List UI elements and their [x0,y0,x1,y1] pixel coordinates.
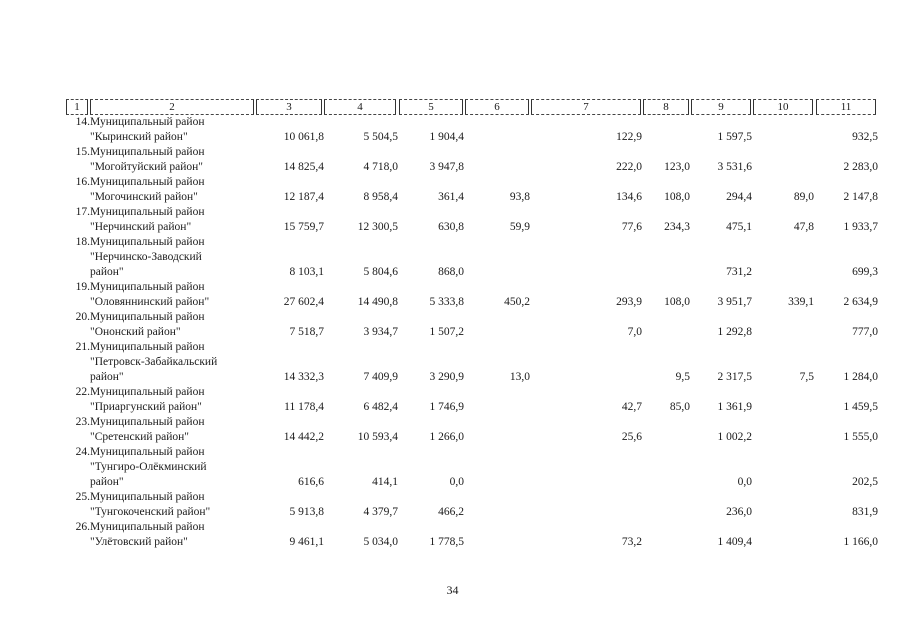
value-cell-c10: 7,5 [799,371,814,383]
value-cell-c9: 731,2 [726,266,752,278]
value-cell-c10 [752,115,814,145]
row-number: 21. [75,341,90,353]
header-col-5: 5 [399,99,463,115]
district-name [90,145,256,175]
value-cell-c4: 12 300,5 [357,221,398,233]
value-cell-c5: 868,0 [438,266,464,278]
table-row [66,490,878,520]
district-name [90,205,256,235]
district-name [90,520,256,550]
district-name-line: "Петровск-Забайкальский [90,356,218,368]
district-name-line: район" [90,371,124,383]
value-cell-c8 [642,490,690,520]
value-cell-c5: 0,0 [449,476,464,488]
value-cell-c7: 122,9 [616,131,642,143]
value-cell-c9: 2 317,5 [717,371,752,383]
value-cell-c4: 5 034,0 [363,536,398,548]
value-cell-c10: 339,1 [788,296,814,308]
district-name-line: Муниципальный район [90,311,205,323]
value-cell-c9: 0,0 [737,476,752,488]
district-name-line: Муниципальный район [90,176,205,188]
value-cell-c10 [752,490,814,520]
value-cell-c5: 361,4 [438,191,464,203]
district-name-line: Муниципальный район [90,521,205,533]
value-cell-c3: 12 187,4 [283,191,324,203]
value-cell-c5: 1 507,2 [429,326,464,338]
table-row [66,145,878,175]
district-name-line: "Тунгиро-Олёкминский [90,461,207,473]
value-cell-c9: 1 361,9 [717,401,752,413]
value-cell-c9: 1 292,8 [717,326,752,338]
value-cell-c8: 108,0 [664,296,690,308]
value-cell-c6 [464,385,530,415]
value-cell-c4: 5 504,5 [363,131,398,143]
row-number: 24. [75,446,90,458]
value-cell-c8: 85,0 [669,401,690,413]
district-name-line: Муниципальный район [90,491,205,503]
budget-table [66,115,878,550]
value-cell-c10 [752,415,814,445]
value-cell-c6: 93,8 [509,191,530,203]
district-name [90,115,256,145]
value-cell-c7: 7,0 [627,326,642,338]
row-number: 16. [75,176,90,188]
row-number: 22. [75,386,90,398]
district-name-line: Муниципальный район [90,446,205,458]
district-name [90,340,256,385]
row-number: 15. [75,146,90,158]
value-cell-c11: 699,3 [852,266,878,278]
value-cell-c9: 1 002,2 [717,431,752,443]
value-cell-c6 [464,145,530,175]
header-col-1: 1 [66,99,88,115]
value-cell-c11: 1 284,0 [843,371,878,383]
value-cell-c6 [464,415,530,445]
district-name-line: "Могочинский район" [90,191,198,203]
value-cell-c6 [464,235,530,280]
value-cell-c8 [642,115,690,145]
district-name-line: "Ононский район" [90,326,181,338]
header-col-8: 8 [643,99,689,115]
value-cell-c6 [464,520,530,550]
value-cell-c8 [642,520,690,550]
value-cell-c4: 8 958,4 [363,191,398,203]
table-row [66,115,878,145]
district-name-line: "Оловяннинский район" [90,296,210,308]
header-col-11: 11 [816,99,876,115]
value-cell-c6 [464,310,530,340]
value-cell-c8: 9,5 [675,371,690,383]
value-cell-c7: 134,6 [616,191,642,203]
value-cell-c3: 14 332,3 [283,371,324,383]
district-name-line: район" [90,266,124,278]
row-number: 17. [75,206,90,218]
header-col-3: 3 [256,99,322,115]
value-cell-c7 [530,445,642,490]
district-name-line: "Сретенский район" [90,431,189,443]
value-cell-c7: 42,7 [621,401,642,413]
value-cell-c11: 2 634,9 [843,296,878,308]
value-cell-c6 [464,115,530,145]
district-name [90,385,256,415]
value-cell-c8: 123,0 [664,161,690,173]
value-cell-c5: 3 290,9 [429,371,464,383]
value-cell-c3: 15 759,7 [283,221,324,233]
district-name-line: "Тунгокоченский район" [90,506,211,518]
value-cell-c10 [752,310,814,340]
value-cell-c5: 5 333,8 [429,296,464,308]
header-col-10: 10 [753,99,813,115]
value-cell-c8: 108,0 [664,191,690,203]
value-cell-c4: 6 482,4 [363,401,398,413]
value-cell-c7 [530,235,642,280]
district-name-line: Муниципальный район [90,386,205,398]
value-cell-c6: 13,0 [509,371,530,383]
value-cell-c3: 9 461,1 [289,536,324,548]
district-name-line: Муниципальный район [90,281,205,293]
value-cell-c11: 1 166,0 [843,536,878,548]
value-cell-c8: 234,3 [664,221,690,233]
value-cell-c5: 466,2 [438,506,464,518]
value-cell-c7: 77,6 [621,221,642,233]
value-cell-c3: 8 103,1 [289,266,324,278]
value-cell-c6: 450,2 [504,296,530,308]
value-cell-c4: 4 379,7 [363,506,398,518]
district-name-line: Муниципальный район [90,341,205,353]
value-cell-c7: 293,9 [616,296,642,308]
value-cell-c5: 1 746,9 [429,401,464,413]
value-cell-c7 [530,490,642,520]
value-cell-c7: 25,6 [621,431,642,443]
row-number: 26. [75,521,90,533]
value-cell-c8 [642,415,690,445]
value-cell-c9: 1 597,5 [717,131,752,143]
value-cell-c4: 4 718,0 [363,161,398,173]
value-cell-c7: 222,0 [616,161,642,173]
row-number: 20. [75,311,90,323]
table-row [66,235,878,280]
value-cell-c3: 11 178,4 [284,401,324,413]
row-number: 23. [75,416,90,428]
header-col-9: 9 [691,99,751,115]
column-header-row [66,99,878,114]
value-cell-c5: 630,8 [438,221,464,233]
page-number: 34 [446,583,459,597]
value-cell-c7 [530,340,642,385]
value-cell-c9: 294,4 [726,191,752,203]
value-cell-c9: 236,0 [726,506,752,518]
value-cell-c4: 414,1 [372,476,398,488]
table-row [66,310,878,340]
district-name-line: "Кыринский район" [90,131,188,143]
row-number: 18. [75,236,90,248]
value-cell-c11: 2 283,0 [843,161,878,173]
value-cell-c9: 475,1 [726,221,752,233]
value-cell-c7: 73,2 [621,536,642,548]
table-row [66,520,878,550]
value-cell-c10 [752,385,814,415]
value-cell-c5: 3 947,8 [429,161,464,173]
value-cell-c11: 1 555,0 [843,431,878,443]
district-name [90,280,256,310]
district-name-line: "Могойтуйский район" [90,161,203,173]
value-cell-c10 [752,445,814,490]
value-cell-c4: 3 934,7 [363,326,398,338]
district-name [90,175,256,205]
value-cell-c11: 2 147,8 [843,191,878,203]
value-cell-c10 [752,520,814,550]
value-cell-c8 [642,235,690,280]
district-name [90,490,256,520]
value-cell-c10 [752,235,814,280]
district-name-line: "Нерчинско-Заводский [90,251,202,263]
value-cell-c5: 1 904,4 [429,131,464,143]
value-cell-c3: 10 061,8 [283,131,324,143]
table-row [66,445,878,490]
district-name-line: Муниципальный район [90,146,205,158]
district-name-line: Муниципальный район [90,206,205,218]
value-cell-c5: 1 266,0 [429,431,464,443]
value-cell-c3: 616,6 [298,476,324,488]
header-col-7: 7 [531,99,641,115]
district-name-line: Муниципальный район [90,416,205,428]
value-cell-c3: 27 602,4 [283,296,324,308]
table-row [66,340,878,385]
value-cell-c6: 59,9 [509,221,530,233]
value-cell-c10: 47,8 [793,221,814,233]
table-row [66,205,878,235]
value-cell-c3: 5 913,8 [289,506,324,518]
value-cell-c11: 831,9 [852,506,878,518]
district-name-line: "Приаргунский район" [90,401,202,413]
table-row [66,415,878,445]
value-cell-c6 [464,490,530,520]
value-cell-c11: 777,0 [852,326,878,338]
row-number: 14. [75,116,90,128]
table-row [66,385,878,415]
district-name-line: Муниципальный район [90,116,205,128]
value-cell-c3: 7 518,7 [289,326,324,338]
district-name [90,445,256,490]
value-cell-c3: 14 442,2 [283,431,324,443]
district-name-line: район" [90,476,124,488]
value-cell-c4: 14 490,8 [357,296,398,308]
table-row [66,280,878,310]
value-cell-c10 [752,145,814,175]
value-cell-c8 [642,445,690,490]
value-cell-c4: 5 804,6 [363,266,398,278]
row-number: 19. [75,281,90,293]
district-name-line: Муниципальный район [90,236,205,248]
header-col-6: 6 [465,99,529,115]
value-cell-c4: 10 593,4 [357,431,398,443]
value-cell-c6 [464,445,530,490]
district-name-line: "Улётовский район" [90,536,188,548]
district-name [90,415,256,445]
value-cell-c11: 202,5 [852,476,878,488]
value-cell-c9: 1 409,4 [717,536,752,548]
value-cell-c10: 89,0 [793,191,814,203]
header-col-4: 4 [324,99,396,115]
district-name-line: "Нерчинский район" [90,221,192,233]
value-cell-c5: 1 778,5 [429,536,464,548]
value-cell-c11: 1 933,7 [843,221,878,233]
value-cell-c8 [642,310,690,340]
row-number: 25. [75,491,90,503]
value-cell-c11: 1 459,5 [843,401,878,413]
header-col-2: 2 [90,99,254,115]
value-cell-c9: 3 531,6 [717,161,752,173]
value-cell-c3: 14 825,4 [283,161,324,173]
district-name [90,235,256,280]
value-cell-c11: 932,5 [852,131,878,143]
value-cell-c4: 7 409,9 [363,371,398,383]
table-row [66,175,878,205]
district-name [90,310,256,340]
value-cell-c9: 3 951,7 [717,296,752,308]
